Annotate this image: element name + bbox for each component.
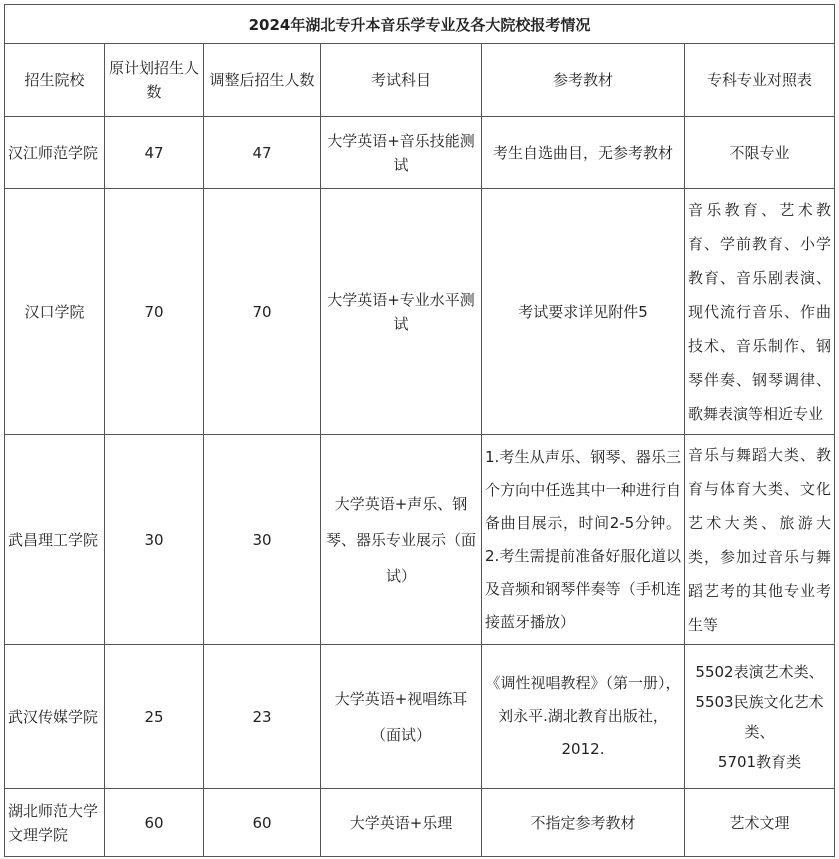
table-row (5, 645, 835, 789)
major-mapping-line: 5503民族文化艺术类、 (695, 692, 824, 741)
adjusted-cell: 47 (204, 117, 321, 189)
header-adjusted: 调整后招生人数 (204, 44, 321, 117)
reference-materials-cell: 不指定参考教材 (482, 789, 685, 857)
table-row (5, 789, 835, 857)
major-mapping-cell (685, 645, 835, 789)
major-mapping-cell: 不限专业 (685, 117, 835, 189)
enrollment-table (4, 4, 835, 857)
original-plan-cell: 25 (105, 645, 204, 789)
adjusted-cell: 30 (204, 435, 321, 645)
table-row (5, 189, 835, 435)
school-cell: 湖北师范大学文理学院 (5, 789, 105, 857)
header-school: 招生院校 (5, 44, 105, 117)
table-row (5, 435, 835, 645)
exam-subjects-cell: 大学英语+乐理 (321, 789, 482, 857)
school-cell: 汉口学院 (5, 189, 105, 435)
table-row (5, 117, 835, 189)
title-row (5, 5, 835, 44)
school-cell: 武汉传媒学院 (5, 645, 105, 789)
major-mapping-cell: 音乐与舞蹈大类、教育与体育大类、文化艺术大类、旅游大类，参加过音乐与舞蹈艺考的其他专业考生等 (685, 435, 835, 645)
header-row (5, 44, 835, 117)
reference-materials-cell: 《调性视唱教程》（第一册），刘永平.湖北教育出版社，2012. (482, 645, 685, 789)
major-mapping-line: 5502表演艺术类、 (695, 662, 824, 681)
exam-subjects-cell: 大学英语+声乐、钢琴、器乐专业展示（面试） (321, 435, 482, 645)
original-plan-cell: 47 (105, 117, 204, 189)
original-plan-cell: 60 (105, 789, 204, 857)
adjusted-cell: 23 (204, 645, 321, 789)
table-title: 2024年湖北专升本音乐学专业及各大院校报考情况 (5, 5, 835, 44)
original-plan-cell: 30 (105, 435, 204, 645)
adjusted-cell: 70 (204, 189, 321, 435)
header-original-plan: 原计划招生人数 (105, 44, 204, 117)
major-mapping-line: 5701教育类 (717, 752, 802, 771)
exam-subjects-cell: 大学英语+音乐技能测试 (321, 117, 482, 189)
reference-materials-cell: 考试要求详见附件5 (482, 189, 685, 435)
major-mapping-cell: 音乐教育、艺术教育、学前教育、小学教育、音乐剧表演、现代流行音乐、作曲技术、音乐制作、钢琴伴奏、钢琴调律、歌舞表演等相近专业 (685, 189, 835, 435)
school-cell: 武昌理工学院 (5, 435, 105, 645)
exam-subjects-cell: 大学英语+专业水平测试 (321, 189, 482, 435)
school-cell: 汉江师范学院 (5, 117, 105, 189)
header-reference-materials: 参考教材 (482, 44, 685, 117)
exam-subjects-cell: 大学英语+视唱练耳（面试） (321, 645, 482, 789)
reference-materials-cell: 考生自选曲目，无参考教材 (482, 117, 685, 189)
original-plan-cell: 70 (105, 189, 204, 435)
major-mapping-cell: 艺术文理 (685, 789, 835, 857)
header-exam-subjects: 考试科目 (321, 44, 482, 117)
reference-materials-cell: 1.考生从声乐、钢琴、器乐三个方向中任选其中一种进行自备曲目展示，时间2-5分钟。2.考生需提前准备好服化道以及音频和钢琴伴奏等（手机连接蓝牙播放） (482, 435, 685, 645)
adjusted-cell: 60 (204, 789, 321, 857)
header-major-mapping: 专科专业对照表 (685, 44, 835, 117)
